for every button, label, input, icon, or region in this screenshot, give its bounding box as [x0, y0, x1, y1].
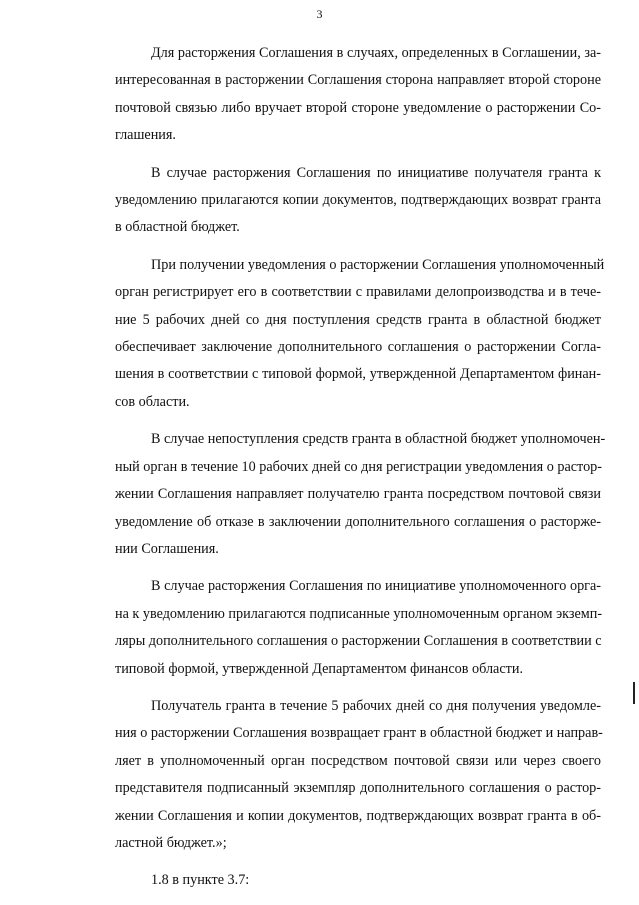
- scan-edge-mark: [633, 682, 635, 704]
- text-line: При получении уведомления о расторжении Соглашения уполномоченный: [151, 256, 605, 273]
- paragraph-6: [79, 693, 601, 857]
- text-line: ние 5 рабочих дней со дня поступления средств гранта в областной бюджет: [115, 311, 601, 328]
- text-line: В случае расторжения Соглашения по инициативе получателя гранта к: [151, 164, 601, 181]
- paragraph-4: [79, 426, 606, 563]
- text-line: орган регистрирует его в соответствии с правилами делопроизводства и в тече-: [115, 284, 601, 301]
- text-line: ластной бюджет.»;: [115, 834, 227, 851]
- text-line: представителя подписанный экземпляр дополнительного соглашения о растор-: [115, 780, 601, 797]
- text-line: жении Соглашения направляет получателю гранта посредством почтовой связи: [115, 486, 601, 503]
- page-number: 3: [316, 7, 323, 21]
- paragraph-5: [79, 573, 601, 683]
- body-text: [79, 40, 606, 905]
- paragraph-3: [79, 252, 605, 416]
- text-line: интересованная в расторжении Соглашения сторона направляет второй стороне: [115, 72, 601, 89]
- paragraph-2: [79, 160, 601, 242]
- text-line: В случае непоступления средств гранта в областной бюджет уполномочен-: [151, 431, 606, 448]
- text-line: уведомление об отказе в заключении дополнительного соглашения о расторже-: [115, 513, 601, 530]
- text-line: обеспечивает заключение дополнительного соглашения о расторжении Согла-: [115, 339, 601, 356]
- text-line: на к уведомлению прилагаются подписанные уполномоченным органом экземп-: [115, 605, 603, 622]
- text-line: Для расторжения Соглашения в случаях, определенных в Соглашении, за-: [151, 45, 601, 61]
- text-line: ный орган в течение 10 рабочих дней со дня регистрации уведомления о растор-: [115, 458, 602, 475]
- text-line: ния о расторжении Соглашения возвращает грант в областной бюджет и направ-: [115, 725, 603, 742]
- text-line: В случае расторжения Соглашения по инициативе уполномоченного орга-: [151, 578, 601, 595]
- text-line: почтовой связью либо вручает второй стороне уведомление о расторжении Со-: [115, 99, 601, 116]
- text-line: уведомлению прилагаются копии документов, подтверждающих возврат гранта: [115, 192, 601, 209]
- paragraph-7: [79, 867, 601, 894]
- text-line: типовой формой, утвержденной Департаментом финансов области.: [115, 660, 523, 677]
- text-line: жении Соглашения и копии документов, подтверждающих возврат гранта в об-: [115, 807, 601, 824]
- text-line: нии Соглашения.: [115, 540, 219, 557]
- text-line: в областной бюджет.: [115, 219, 240, 236]
- text-line: Получатель гранта в течение 5 рабочих дней со дня получения уведомле-: [151, 697, 601, 714]
- text-line: сов области.: [115, 393, 190, 410]
- text-line: 1.8 в пункте 3.7:: [151, 872, 250, 889]
- paragraph-1: [79, 40, 601, 150]
- text-line: глашения.: [115, 127, 176, 144]
- text-line: ляет в уполномоченный орган посредством почтовой связи или через своего: [115, 752, 601, 769]
- text-line: ляры дополнительного соглашения о расторжении Соглашения в соответствии с: [115, 633, 602, 650]
- text-line: шения в соответствии с типовой формой, утвержденной Департаментом финан-: [115, 366, 601, 383]
